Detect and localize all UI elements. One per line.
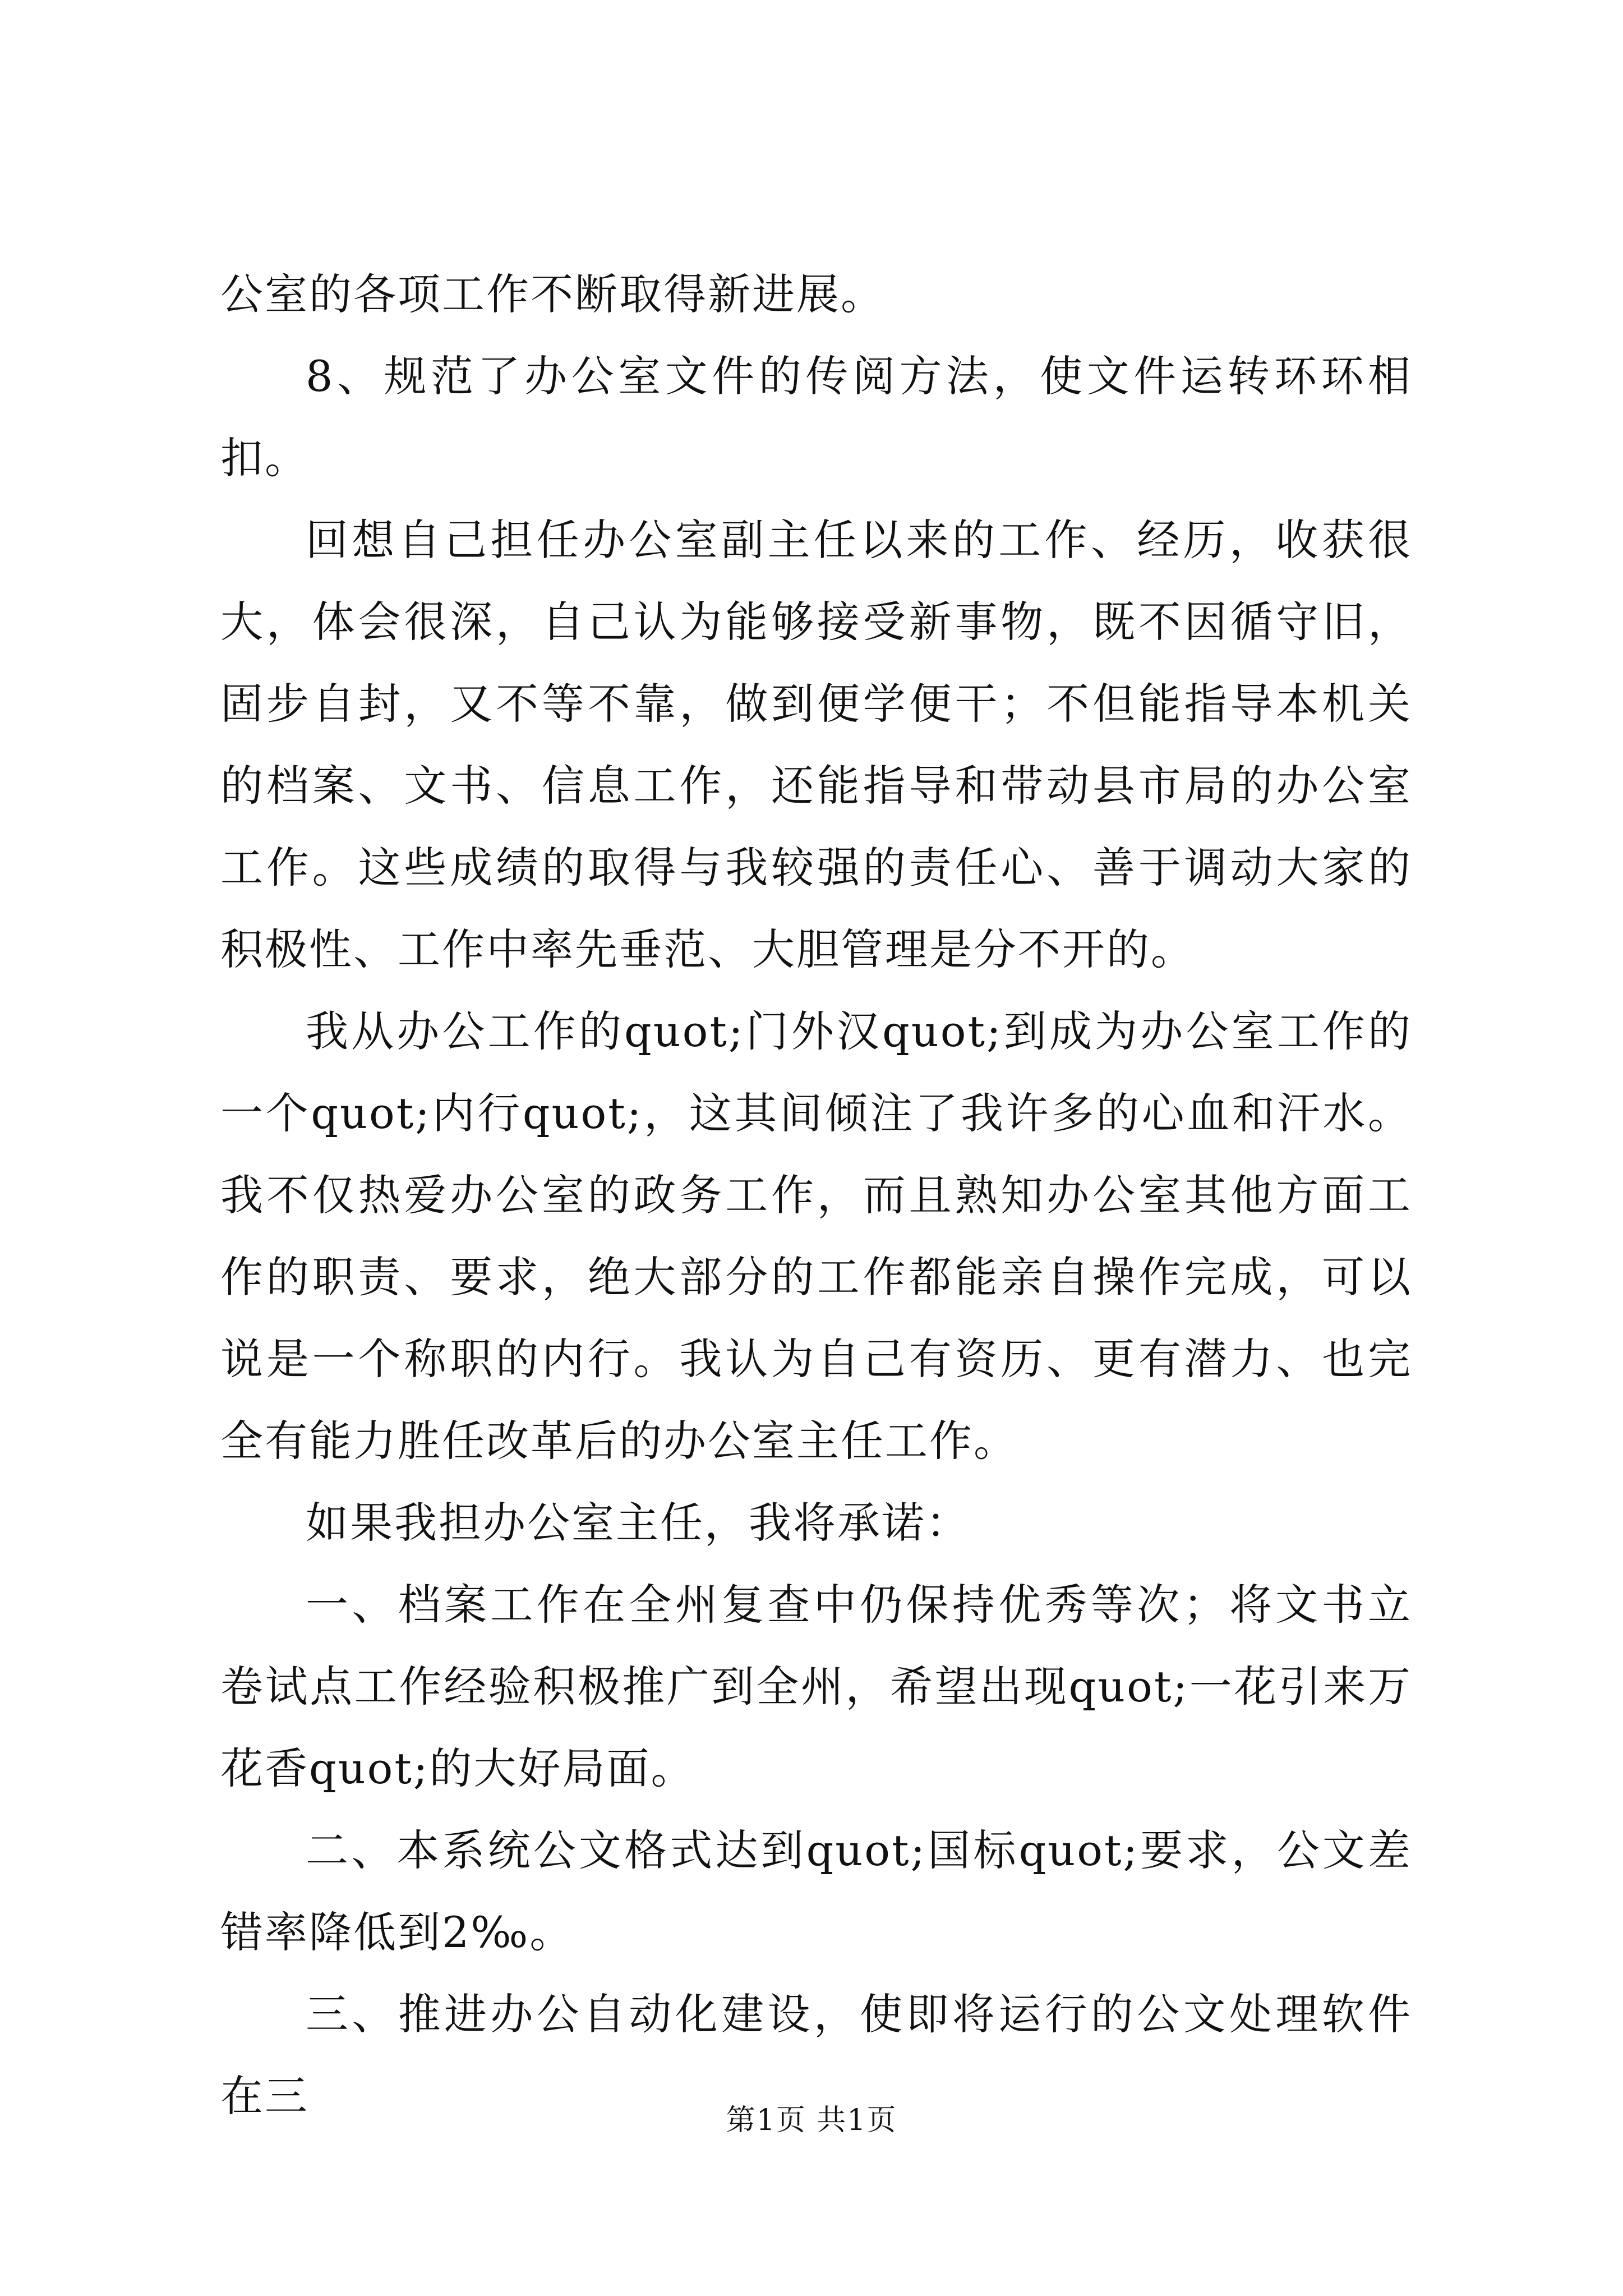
paragraph-reflection: 回想自己担任办公室副主任以来的工作、经历，收获很大，体会很深，自己认为能够接受新事物，既不因循守旧，固步自封，又不等不靠，做到便学便干；不但能指导本机关的档案、文书、信息工作，还能指导和带动县市局的办公室工作。这些成绩的取得与我较强的责任心、善于调动大家的积极性、工作中率先垂范、大胆管理是分不开的。 [220, 515, 1412, 974]
page-number-indicator: 第1页 共1页 [726, 2104, 897, 2137]
paragraph-promise-2: 二、本系统公文格式达到quot;国标quot;要求，公文差错率降低到2‰。 [220, 1825, 1412, 1957]
paragraph-promise-1: 一、档案工作在全州复查中仍保持优秀等次；将文书立卷试点工作经验积极推广到全州，希望出现quot;一花引来万花香quot;的大好局面。 [220, 1580, 1412, 1793]
paragraph-promise-3: 三、推进办公自动化建设，使即将运行的公文处理软件在三 [220, 1989, 1412, 2121]
paragraph-continuation: 公室的各项工作不断取得新进展。 [220, 269, 885, 319]
paragraph-item-8: 8、规范了办公室文件的传阅方法，使文件运转环环相扣。 [220, 351, 1412, 483]
paragraph-promise-intro: 如果我担办公室主任，我将承诺： [306, 1498, 970, 1548]
page-footer [0, 2101, 1623, 2140]
paragraph-experience: 我从办公工作的quot;门外汉quot;到成为办公室工作的一个quot;内行quot;，这其间倾注了我许多的心血和汗水。我不仅热爱办公室的政务工作，而且熟知办公室其他方面工作的职责、要求，绝大部分的工作都能亲自操作完成，可以说是一个称职的内行。我认为自己有资历、更有潜力、也完全有能力胜任改革后的办公室主任工作。 [220, 1006, 1412, 1466]
document-body [220, 254, 1412, 2137]
